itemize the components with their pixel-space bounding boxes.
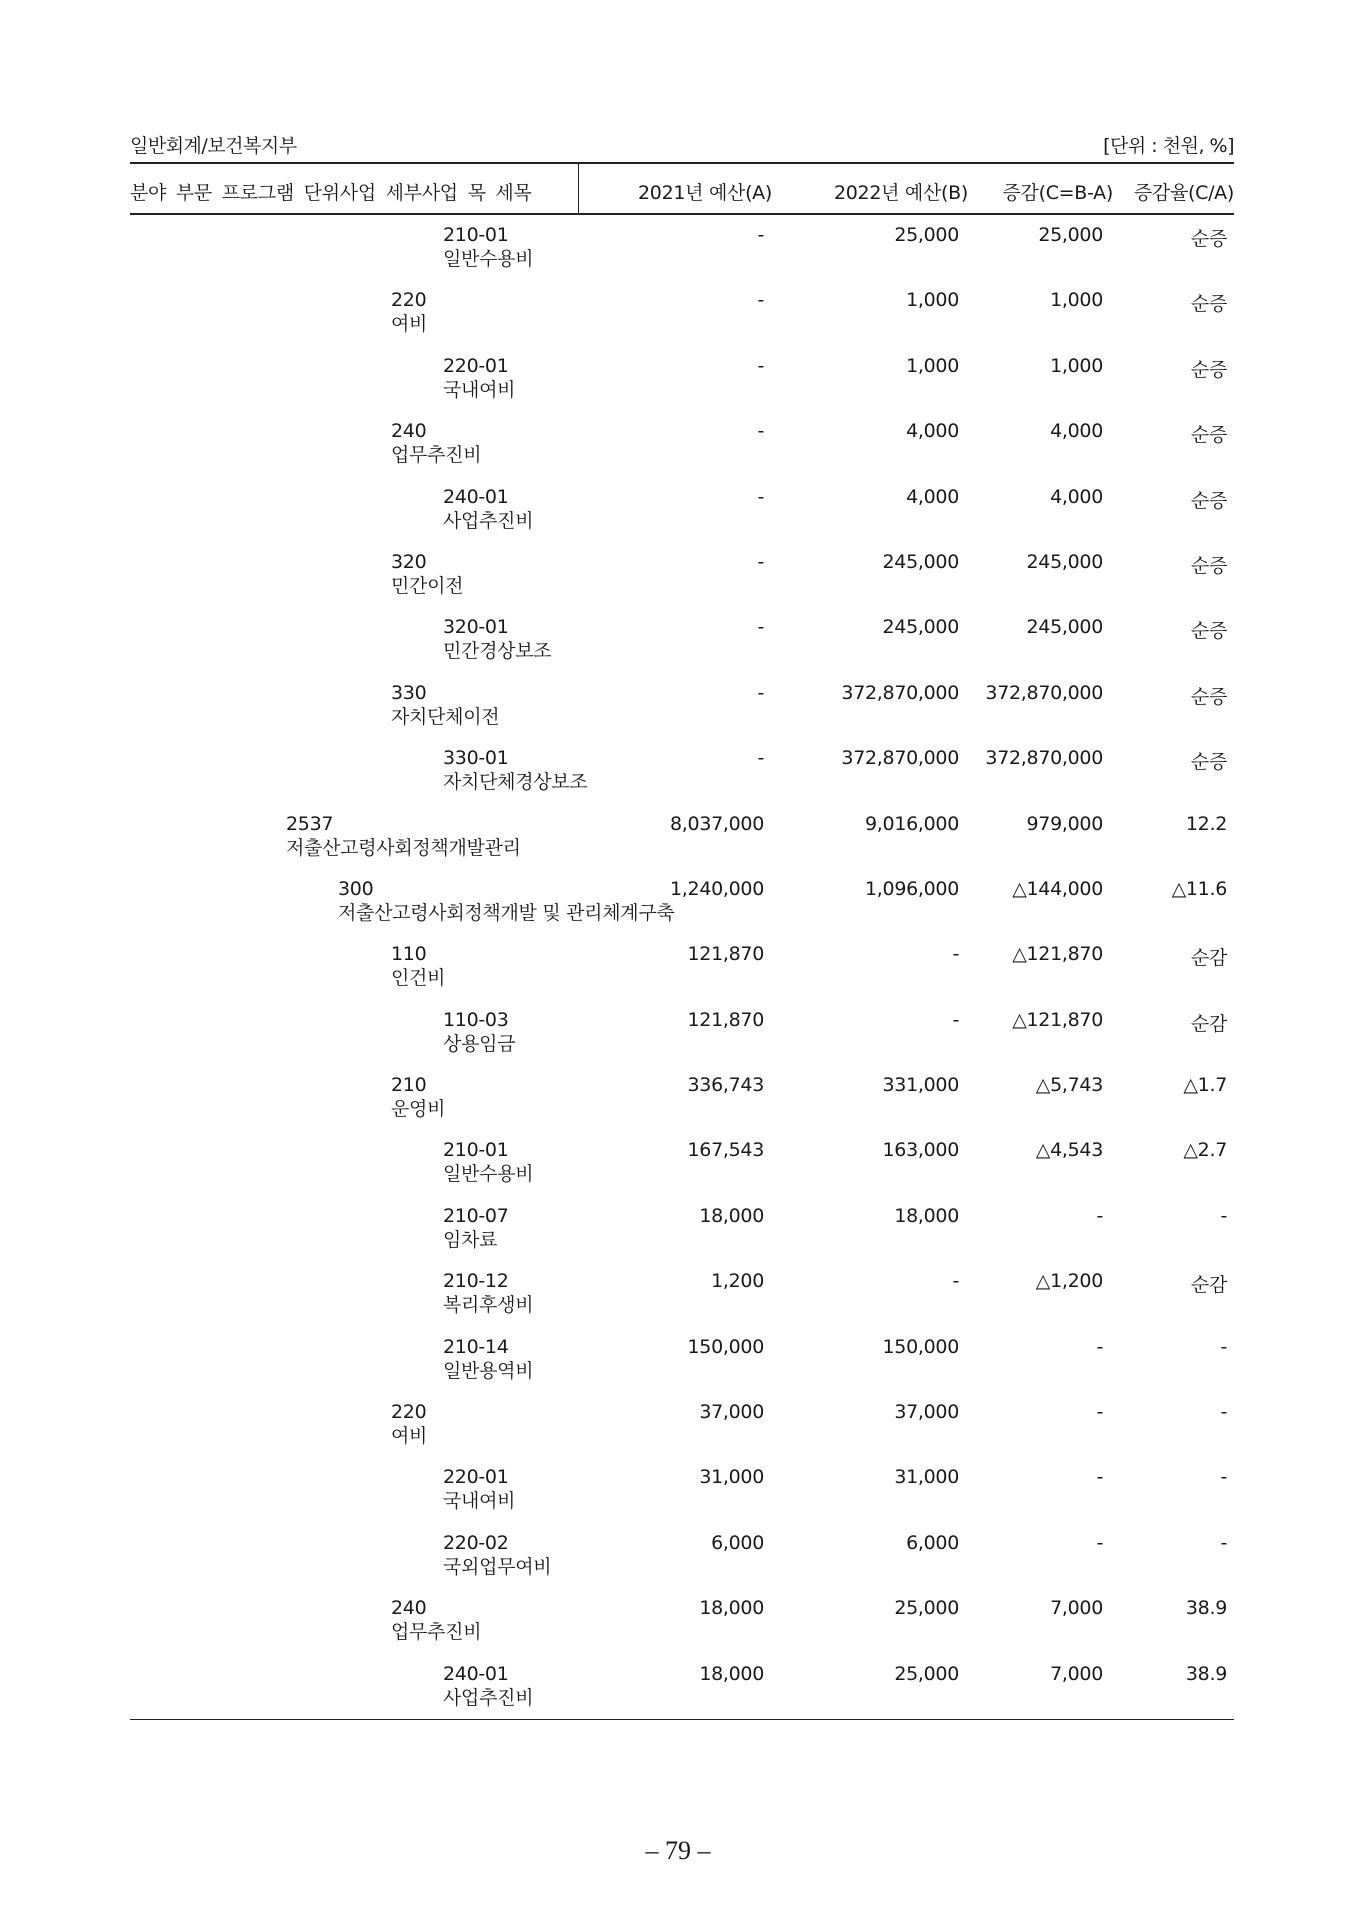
item-code: 220 bbox=[391, 1401, 427, 1424]
budget-2021-value: - bbox=[757, 224, 764, 246]
table-bottom-rule bbox=[130, 1719, 1234, 1720]
budget-2022-value: 9,016,000 bbox=[865, 812, 959, 835]
item-label: 운영비 bbox=[391, 1098, 446, 1121]
unit-label: [단위 : 천원, %] bbox=[1103, 135, 1234, 157]
change-value: △121,870 bbox=[1012, 943, 1103, 966]
change-rate-value: 순증 bbox=[1190, 424, 1227, 447]
budget-2022-value: 25,000 bbox=[894, 1662, 959, 1685]
budget-2022-value: 331,000 bbox=[882, 1074, 959, 1097]
item-label: 국외업무여비 bbox=[443, 1555, 552, 1578]
change-value: 372,870,000 bbox=[985, 747, 1103, 770]
budget-2022-value: 245,000 bbox=[882, 550, 959, 573]
change-value: △1,200 bbox=[1035, 1270, 1103, 1293]
change-rate-value: 38.9 bbox=[1185, 1597, 1227, 1620]
change-value: 372,870,000 bbox=[985, 681, 1103, 704]
page-number: – 79 – bbox=[645, 1836, 711, 1865]
budget-2022-value: - bbox=[952, 1008, 959, 1031]
budget-2022-value: 372,870,000 bbox=[841, 681, 959, 704]
budget-2021-value: - bbox=[757, 289, 764, 312]
change-rate-value: 순증 bbox=[1190, 358, 1227, 381]
change-rate-value: 순증 bbox=[1190, 751, 1227, 774]
item-label: 인건비 bbox=[391, 967, 446, 990]
budget-2022-value: 245,000 bbox=[882, 616, 959, 639]
item-code: 240-01 bbox=[443, 1662, 509, 1685]
budget-2022-value: 6,000 bbox=[906, 1531, 959, 1554]
budget-2021-value: 18,000 bbox=[699, 1204, 764, 1227]
change-rate-value: - bbox=[1220, 1335, 1227, 1358]
table-row bbox=[0, 1074, 1356, 1139]
table-row bbox=[0, 813, 1356, 878]
change-value: △4,543 bbox=[1035, 1139, 1103, 1162]
budget-2022-value: 37,000 bbox=[894, 1401, 959, 1424]
change-rate-value: 순감 bbox=[1190, 1274, 1227, 1297]
budget-2022-value: 1,096,000 bbox=[865, 877, 959, 900]
budget-2021-value: 1,200 bbox=[711, 1270, 764, 1293]
change-value: 979,000 bbox=[1026, 812, 1103, 835]
budget-2022-value: 18,000 bbox=[894, 1204, 959, 1227]
item-label: 국내여비 bbox=[443, 1490, 516, 1513]
change-value: △121,870 bbox=[1012, 1008, 1103, 1031]
item-label: 저출산고령사회정책개발 및 관리체계구축 bbox=[338, 901, 675, 924]
change-value: - bbox=[1096, 1531, 1103, 1554]
table-row bbox=[0, 420, 1356, 485]
budget-2022-value: 1,000 bbox=[906, 354, 959, 377]
table-row bbox=[0, 1597, 1356, 1662]
budget-2022-value: 4,000 bbox=[906, 485, 959, 508]
item-code: 220-02 bbox=[443, 1531, 509, 1554]
change-value: 1,000 bbox=[1050, 289, 1103, 312]
item-label: 국내여비 bbox=[443, 378, 516, 401]
item-label: 민간이전 bbox=[391, 574, 464, 597]
budget-2021-value: 37,000 bbox=[699, 1401, 764, 1424]
item-code: 210-07 bbox=[443, 1204, 509, 1227]
budget-2022-value: 31,000 bbox=[894, 1466, 959, 1489]
budget-2022-value: 1,000 bbox=[906, 289, 959, 312]
table-row bbox=[0, 1205, 1356, 1270]
table-row bbox=[0, 878, 1356, 943]
budget-table-body bbox=[0, 224, 1356, 1728]
table-row bbox=[0, 551, 1356, 616]
item-code: 320-01 bbox=[443, 616, 509, 639]
table-header-rule bbox=[130, 213, 1234, 215]
item-label: 자치단체이전 bbox=[391, 705, 500, 728]
item-code: 210 bbox=[391, 1074, 427, 1097]
item-code: 210-01 bbox=[443, 224, 509, 246]
change-rate-value: - bbox=[1220, 1466, 1227, 1489]
column-header-rate: 증감율(C/A) bbox=[1133, 182, 1234, 204]
change-rate-value: - bbox=[1220, 1204, 1227, 1227]
change-value: 4,000 bbox=[1050, 485, 1103, 508]
budget-2022-value: - bbox=[952, 1270, 959, 1293]
change-value: 25,000 bbox=[1038, 224, 1103, 246]
table-row bbox=[0, 1336, 1356, 1401]
table-row bbox=[0, 1009, 1356, 1074]
item-label: 여비 bbox=[391, 1425, 428, 1448]
budget-2021-value: 150,000 bbox=[687, 1335, 764, 1358]
item-label: 여비 bbox=[391, 313, 428, 336]
column-header-change: 증감(C=B-A) bbox=[1002, 182, 1113, 204]
change-rate-value: 12.2 bbox=[1185, 812, 1227, 835]
table-row bbox=[0, 747, 1356, 812]
budget-2021-value: 121,870 bbox=[687, 943, 764, 966]
budget-2021-value: - bbox=[757, 616, 764, 639]
budget-2021-value: 1,240,000 bbox=[670, 877, 764, 900]
change-value: 7,000 bbox=[1050, 1597, 1103, 1620]
item-label: 저출산고령사회정책개발관리 bbox=[286, 836, 521, 859]
item-code: 220-01 bbox=[443, 1466, 509, 1489]
account-title: 일반회계/보건복지부 bbox=[130, 135, 297, 157]
change-value: 1,000 bbox=[1050, 354, 1103, 377]
column-header-2022: 2022년 예산(B) bbox=[833, 182, 968, 204]
table-row bbox=[0, 486, 1356, 551]
budget-2021-value: 167,543 bbox=[687, 1139, 764, 1162]
table-row bbox=[0, 355, 1356, 420]
table-row bbox=[0, 224, 1356, 289]
change-rate-value: 순감 bbox=[1190, 1012, 1227, 1035]
table-row bbox=[0, 616, 1356, 681]
change-rate-value: 순증 bbox=[1190, 293, 1227, 316]
change-value: △144,000 bbox=[1012, 877, 1103, 900]
change-value: - bbox=[1096, 1466, 1103, 1489]
change-rate-value: △1.7 bbox=[1183, 1074, 1227, 1097]
item-code: 220-01 bbox=[443, 354, 509, 377]
change-rate-value: 순증 bbox=[1190, 685, 1227, 708]
change-value: 245,000 bbox=[1026, 616, 1103, 639]
table-top-rule bbox=[130, 162, 1234, 164]
item-code: 210-14 bbox=[443, 1335, 509, 1358]
table-row bbox=[0, 943, 1356, 1008]
item-code: 330 bbox=[391, 681, 427, 704]
item-label: 사업추진비 bbox=[443, 1686, 534, 1709]
change-value: 7,000 bbox=[1050, 1662, 1103, 1685]
change-rate-value: 순증 bbox=[1190, 620, 1227, 643]
item-label: 사업추진비 bbox=[443, 509, 534, 532]
budget-2021-value: 8,037,000 bbox=[670, 812, 764, 835]
budget-2022-value: 4,000 bbox=[906, 420, 959, 443]
change-value: △5,743 bbox=[1035, 1074, 1103, 1097]
item-label: 자치단체경상보조 bbox=[443, 771, 588, 794]
change-rate-value: 순증 bbox=[1190, 554, 1227, 577]
item-code: 320 bbox=[391, 550, 427, 573]
item-code: 210-01 bbox=[443, 1139, 509, 1162]
column-header-2021: 2021년 예산(A) bbox=[638, 182, 772, 204]
item-code: 240 bbox=[391, 1597, 427, 1620]
table-row bbox=[0, 1532, 1356, 1597]
change-rate-value: 순증 bbox=[1190, 489, 1227, 512]
budget-2021-value: - bbox=[757, 485, 764, 508]
table-row bbox=[0, 289, 1356, 354]
budget-2021-value: 31,000 bbox=[699, 1466, 764, 1489]
budget-2021-value: - bbox=[757, 420, 764, 443]
change-rate-value: △11.6 bbox=[1171, 877, 1227, 900]
budget-2022-value: 25,000 bbox=[894, 224, 959, 246]
budget-2022-value: 25,000 bbox=[894, 1597, 959, 1620]
item-label: 상용임금 bbox=[443, 1032, 516, 1055]
budget-2021-value: - bbox=[757, 681, 764, 704]
change-rate-value: - bbox=[1220, 1401, 1227, 1424]
budget-2022-value: - bbox=[952, 943, 959, 966]
change-rate-value: 순감 bbox=[1190, 947, 1227, 970]
item-code: 240 bbox=[391, 420, 427, 443]
item-label: 복리후생비 bbox=[443, 1294, 534, 1317]
change-value: - bbox=[1096, 1204, 1103, 1227]
budget-2021-value: 18,000 bbox=[699, 1662, 764, 1685]
table-row bbox=[0, 1139, 1356, 1204]
change-rate-value: - bbox=[1220, 1531, 1227, 1554]
budget-2022-value: 163,000 bbox=[882, 1139, 959, 1162]
change-value: - bbox=[1096, 1335, 1103, 1358]
budget-2021-value: - bbox=[757, 550, 764, 573]
item-label: 일반수용비 bbox=[443, 1163, 534, 1186]
item-label: 일반용역비 bbox=[443, 1359, 534, 1382]
budget-2021-value: 6,000 bbox=[711, 1531, 764, 1554]
change-value: - bbox=[1096, 1401, 1103, 1424]
budget-2021-value: - bbox=[757, 747, 764, 770]
item-code: 210-12 bbox=[443, 1270, 509, 1293]
change-rate-value: 순증 bbox=[1190, 228, 1227, 250]
table-row bbox=[0, 682, 1356, 747]
item-code: 2537 bbox=[286, 812, 334, 835]
column-header-hierarchy: 분야 부문 프로그램 단위사업 세부사업 목 세목 bbox=[130, 182, 532, 204]
budget-2021-value: - bbox=[757, 354, 764, 377]
budget-2021-value: 336,743 bbox=[687, 1074, 764, 1097]
item-code: 240-01 bbox=[443, 485, 509, 508]
item-label: 업무추진비 bbox=[391, 444, 482, 467]
item-code: 300 bbox=[338, 877, 374, 900]
item-code: 330-01 bbox=[443, 747, 509, 770]
item-label: 업무추진비 bbox=[391, 1621, 482, 1644]
change-value: 245,000 bbox=[1026, 550, 1103, 573]
table-row bbox=[0, 1401, 1356, 1466]
item-label: 일반수용비 bbox=[443, 248, 534, 270]
item-label: 임차료 bbox=[443, 1228, 498, 1251]
change-value: 4,000 bbox=[1050, 420, 1103, 443]
change-rate-value: 38.9 bbox=[1185, 1662, 1227, 1685]
budget-2022-value: 150,000 bbox=[882, 1335, 959, 1358]
table-row bbox=[0, 1270, 1356, 1335]
budget-2022-value: 372,870,000 bbox=[841, 747, 959, 770]
budget-2021-value: 121,870 bbox=[687, 1008, 764, 1031]
item-code: 110-03 bbox=[443, 1008, 509, 1031]
table-row bbox=[0, 1466, 1356, 1531]
item-code: 110 bbox=[391, 943, 427, 966]
item-label: 민간경상보조 bbox=[443, 640, 552, 663]
item-code: 220 bbox=[391, 289, 427, 312]
budget-2021-value: 18,000 bbox=[699, 1597, 764, 1620]
header-divider bbox=[578, 164, 579, 213]
change-rate-value: △2.7 bbox=[1183, 1139, 1227, 1162]
